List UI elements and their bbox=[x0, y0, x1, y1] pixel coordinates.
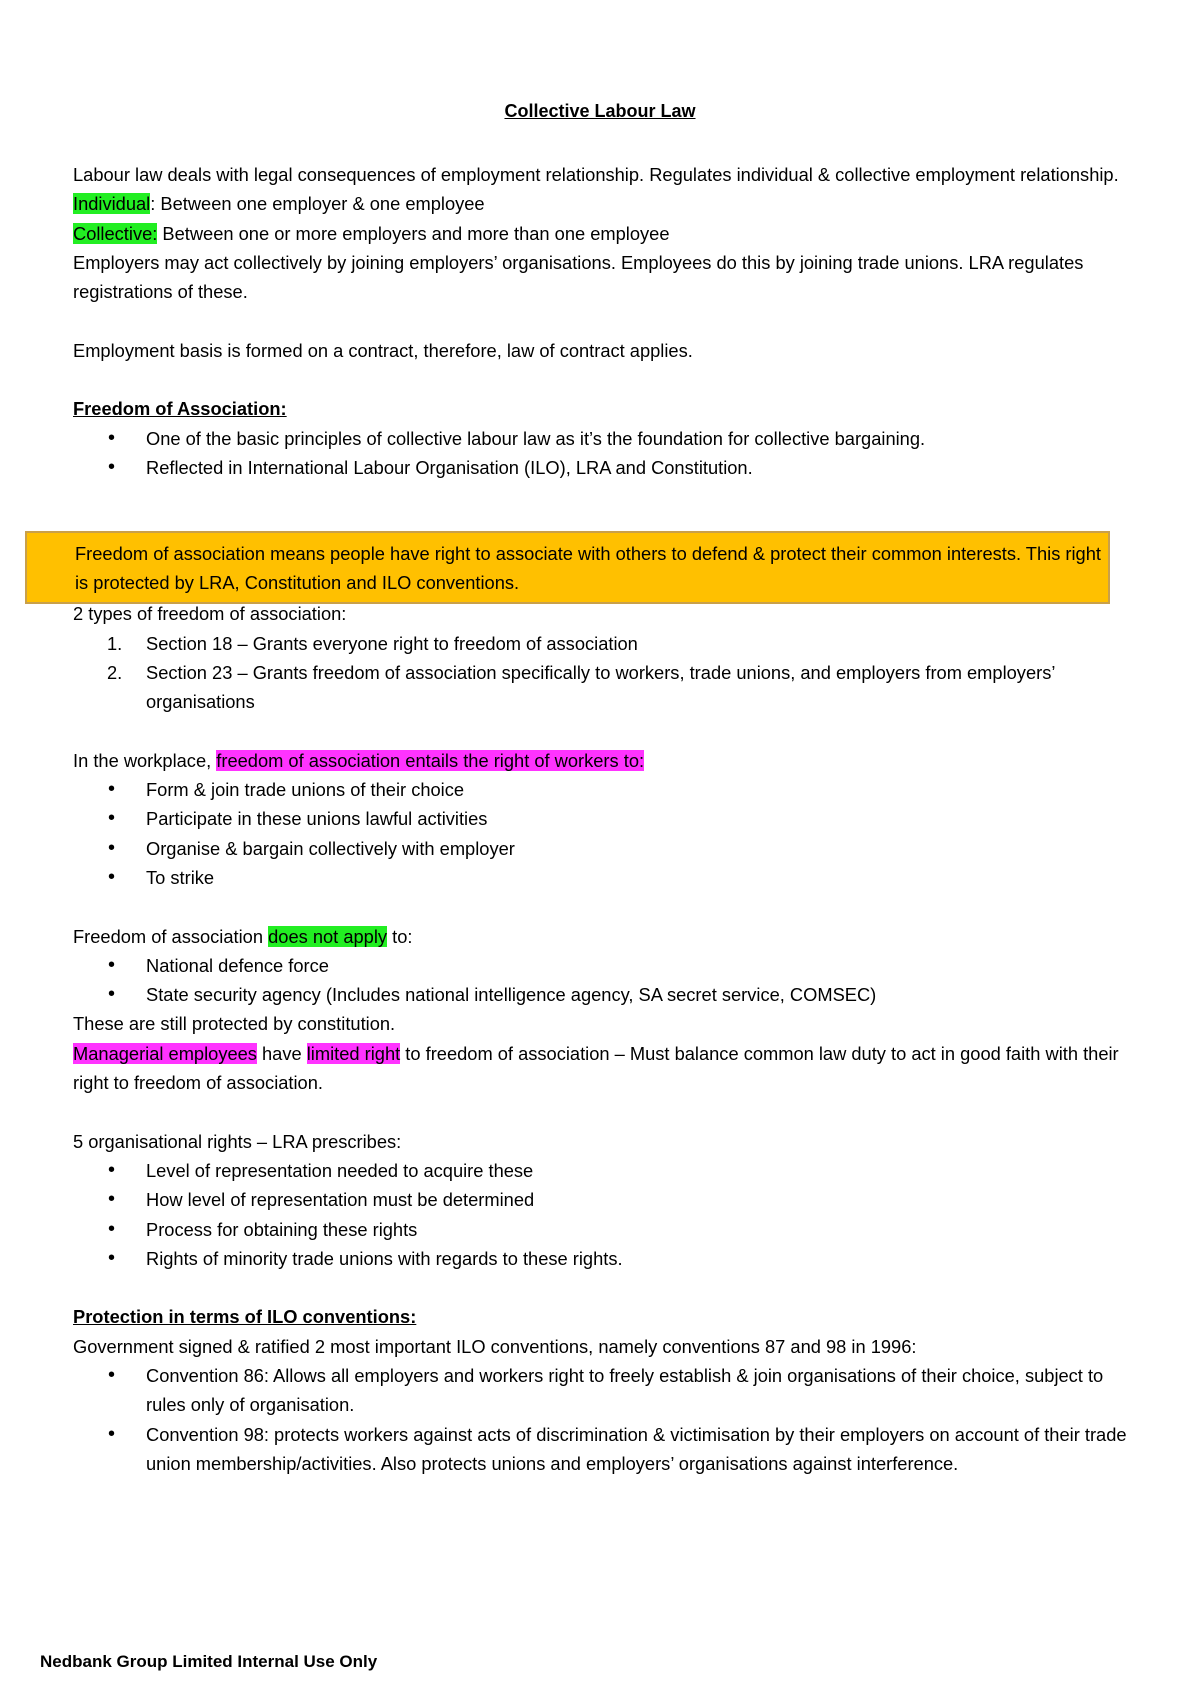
list-item: • Level of representation needed to acquire these bbox=[73, 1156, 1138, 1185]
workplace-list bbox=[73, 775, 1138, 892]
types-intro: 2 types of freedom of association: bbox=[73, 603, 347, 625]
not-apply-paragraph bbox=[73, 922, 1138, 951]
callout-text: Freedom of association means people have right to associate with others to defend & protect their common interests. This right is protected by LRA, Constitution and ILO conventions. bbox=[75, 543, 1101, 594]
ilo-intro: Government signed & ratified 2 most important ILO conventions, namely conventions 87 and 98 in 1996: bbox=[73, 1335, 917, 1357]
list-item: • Reflected in International Labour Organisation (ILO), LRA and Constitution. bbox=[73, 453, 1138, 482]
foa-list bbox=[73, 424, 1138, 483]
collective-label: Collective: bbox=[73, 222, 158, 244]
not-apply-list bbox=[73, 951, 1138, 1010]
contract-paragraph: Employment basis is formed on a contract, therefore, law of contract applies. bbox=[73, 339, 693, 361]
individual-label: Individual bbox=[73, 193, 151, 215]
list-text: Section 18 – Grants everyone right to freedom of association bbox=[146, 632, 638, 654]
list-item: • Rights of minority trade unions with regards to these rights. bbox=[73, 1244, 1138, 1273]
org-rights-intro: 5 organisational rights – LRA prescribes: bbox=[73, 1130, 402, 1152]
intro-paragraph: Labour law deals with legal consequences of employment relationship. Regulates individual & collective employment relationship. bbox=[73, 164, 1119, 185]
list-item: • How level of representation must be determined bbox=[73, 1185, 1138, 1214]
page-title: Collective Labour Law bbox=[504, 101, 696, 121]
list-item: • National defence force bbox=[73, 951, 1138, 980]
collective-text: Between one or more employers and more than one employee bbox=[157, 222, 670, 244]
list-item: • Convention 98: protects workers against acts of discrimination & victimisation by their employers on account of their trade union membership/activities. Also protects unions and employers’ organisations against interference. bbox=[73, 1420, 1138, 1479]
types-list bbox=[73, 629, 1138, 717]
list-item: • Form & join trade unions of their choice bbox=[73, 775, 1138, 804]
workplace-lead: In the workplace, bbox=[73, 749, 217, 771]
list-item: • To strike bbox=[73, 863, 1138, 892]
list-item: • One of the basic principles of collective labour law as it’s the foundation for collective bargaining. bbox=[73, 424, 1138, 453]
constitution-note: These are still protected by constitution. bbox=[73, 1013, 396, 1035]
list-item bbox=[73, 658, 1138, 717]
ilo-list bbox=[73, 1361, 1138, 1478]
workplace-paragraph bbox=[73, 746, 1138, 775]
list-item: • Convention 86: Allows all employers and workers right to freely establish & join organisations of their choice, subject to rules only of organisation. bbox=[73, 1361, 1138, 1420]
org-rights-list bbox=[73, 1156, 1138, 1273]
workplace-highlight: freedom of association entails the right of workers to: bbox=[216, 749, 645, 771]
list-item: • Organise & bargain collectively with employer bbox=[73, 834, 1138, 863]
list-number: 2. bbox=[107, 661, 123, 683]
list-item bbox=[73, 629, 1138, 658]
not-apply-highlight: does not apply bbox=[268, 925, 388, 947]
managerial-tail: to freedom of association – Must balance common law duty to act in good faith with their right to freedom of association. bbox=[73, 1042, 1119, 1094]
list-text: Section 23 – Grants freedom of association specifically to workers, trade unions, and employers from employers’ organisations bbox=[146, 661, 1055, 713]
managerial-highlight: Managerial employees bbox=[73, 1042, 257, 1064]
limited-right-highlight: limited right bbox=[306, 1042, 401, 1064]
not-apply-lead: Freedom of association bbox=[73, 925, 269, 947]
document-body bbox=[73, 160, 1138, 1478]
list-item: • Participate in these unions lawful activities bbox=[73, 804, 1138, 833]
employers-paragraph: Employers may act collectively by joining employers’ organisations. Employees do this by joining trade unions. LRA regulates registrations of these. bbox=[73, 251, 1084, 303]
foa-heading: Freedom of Association: bbox=[73, 398, 287, 420]
list-number: 1. bbox=[107, 632, 123, 654]
ilo-heading: Protection in terms of ILO conventions: bbox=[73, 1306, 417, 1328]
footer-classification: Nedbank Group Limited Internal Use Only bbox=[40, 1652, 378, 1671]
individual-definition bbox=[73, 189, 1138, 218]
managerial-mid: have bbox=[256, 1042, 307, 1064]
managerial-paragraph bbox=[73, 1039, 1138, 1098]
list-item: • State security agency (Includes national intelligence agency, SA secret service, COMSEC) bbox=[73, 980, 1138, 1009]
individual-text: : Between one employer & one employee bbox=[150, 193, 485, 215]
collective-definition bbox=[73, 219, 1138, 248]
list-item: • Process for obtaining these rights bbox=[73, 1215, 1138, 1244]
not-apply-tail: to: bbox=[387, 925, 413, 947]
